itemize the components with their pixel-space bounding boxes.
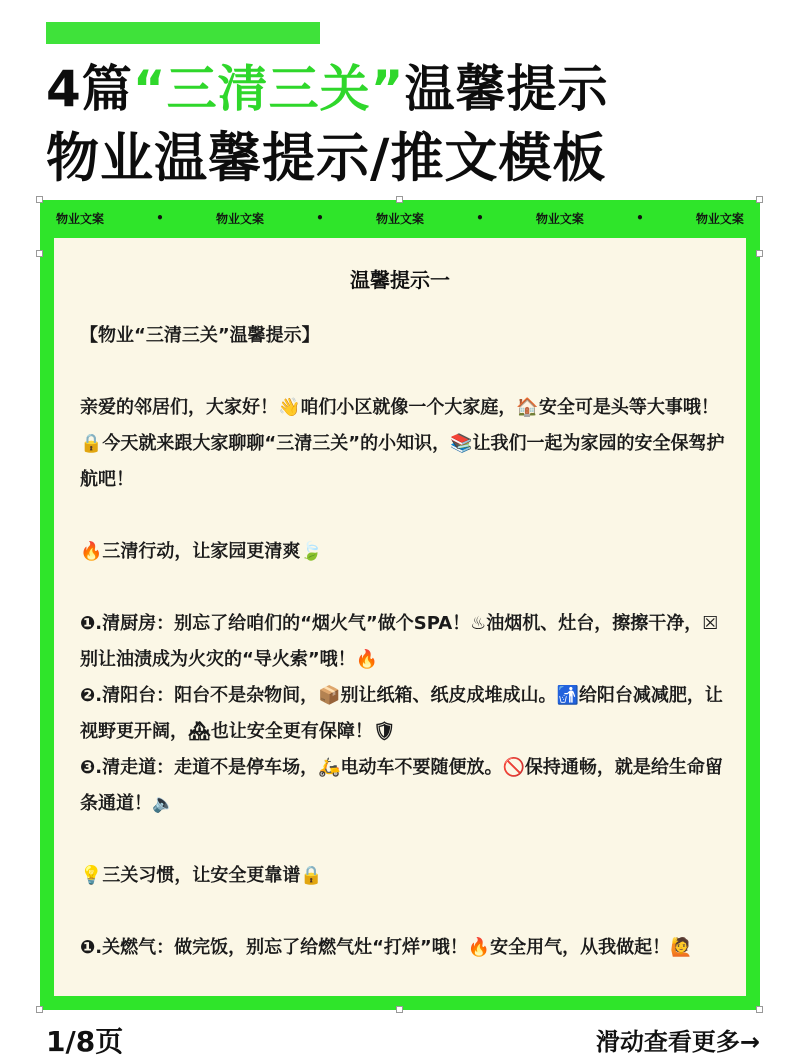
- selection-handle: [756, 196, 763, 203]
- paragraph: ❸.清走道：走道不是停车场，🛵电动车不要随便放。🚫保持通畅，就是给生命留条通道！🔈: [80, 757, 723, 814]
- card-content: [80, 318, 730, 966]
- selection-handle: [756, 1006, 763, 1013]
- title-suffix: 温馨提示: [404, 60, 609, 118]
- paragraph: 亲爱的邻居们，大家好！👋咱们小区就像一个大家庭，🏠安全可是头等大事哦！🔒今天就来跟大家聊聊“三清三关”的小知识，📚让我们一起为家园的安全保驾护航吧！: [80, 397, 725, 490]
- ticker-item: 物业文案: [695, 211, 744, 226]
- ticker-item: 物业文案: [56, 211, 105, 226]
- selection-handle: [36, 1006, 43, 1013]
- selection-handle: [396, 1006, 403, 1013]
- paragraph: ❷.清阳台：阳台不是杂物间，📦别让纸箱、纸皮成堆成山。🚮给阳台减减肥，让视野更开阔，🏘也让安全更有保障！🛡: [80, 685, 723, 742]
- paragraph: ❶.关燃气：做完饭，别忘了给燃气灶“打烊”哦！🔥安全用气，从我做起！🙋: [80, 937, 693, 958]
- selection-handle: [36, 250, 43, 257]
- paragraph: 🔥三清行动，让家园更清爽🍃: [80, 541, 323, 562]
- tip-card: [54, 238, 746, 996]
- title-prefix: 4篇: [46, 60, 133, 118]
- page-title-line-1: [46, 60, 609, 118]
- paragraph: 💡三关习惯，让安全更靠谱🔒: [80, 865, 323, 886]
- title-highlight: “三清三关”: [132, 60, 405, 118]
- selection-handle: [756, 250, 763, 257]
- selection-handle: [36, 196, 43, 203]
- page-title-line-2: 物业温馨提示/推文模板: [46, 128, 607, 189]
- content-frame: [40, 200, 760, 1010]
- ticker-item: 物业文案: [535, 211, 584, 226]
- ticker-separator: •: [156, 211, 164, 225]
- ticker-separator: •: [316, 211, 324, 225]
- card-title: 温馨提示一: [350, 268, 450, 292]
- page-indicator: 1/8页: [46, 1025, 124, 1058]
- paragraph: ❶.清厨房：别忘了给咱们的“烟火气”做个SPA！♨油烟机、灶台，擦擦干净，☒别让油渍成为火灾的“导火索”哦！🔥: [80, 613, 719, 670]
- ticker-item: 物业文案: [375, 211, 424, 226]
- ticker-bar: [40, 200, 760, 236]
- ticker-separator: •: [636, 211, 644, 225]
- paragraph: 【物业“三清三关”温馨提示】: [80, 325, 320, 346]
- accent-bar: [46, 22, 320, 44]
- ticker-separator: •: [476, 211, 484, 225]
- ticker-item: 物业文案: [215, 211, 264, 226]
- selection-handle: [396, 196, 403, 203]
- swipe-more-link[interactable]: 滑动查看更多→: [595, 1028, 760, 1056]
